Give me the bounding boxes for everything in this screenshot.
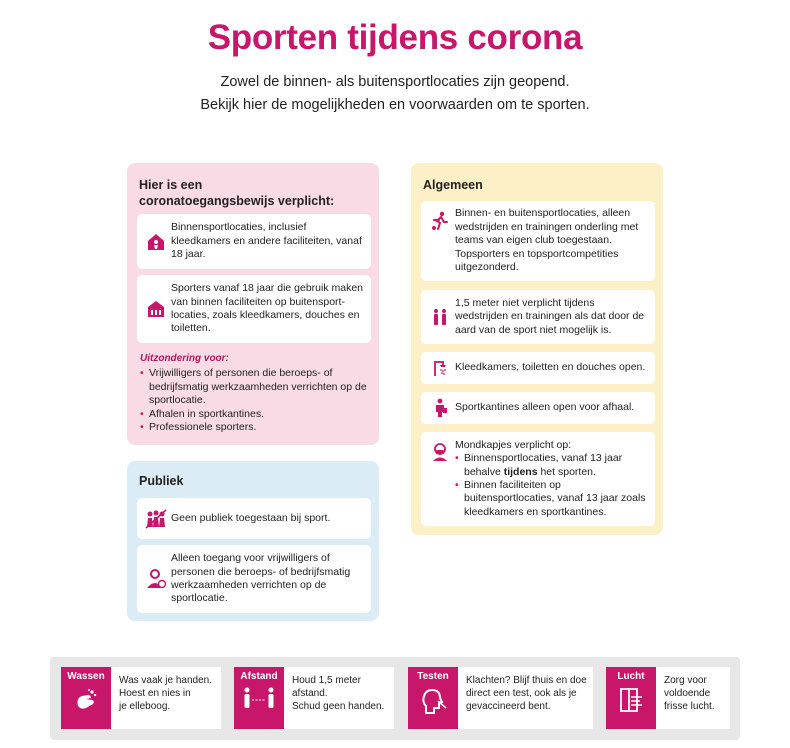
mask-emphasis: tijdens	[503, 465, 538, 478]
page-title: Sporten tijdens corona	[207, 18, 583, 57]
subtitle-line-1: Zowel de binnen- als buitensportlocaties zijn geopend.	[220, 74, 570, 90]
algemeen-card-matches	[421, 201, 655, 281]
mask-item-facilities: • Binnen faciliteiten op buitensportlocaties, vanaf 13 jaar zoals kleedkamers en sportkantines.	[455, 479, 649, 519]
publiek-card-volunteers-text: Alleen toegang voor vrijwilligers of personen die beroeps- of bedrijfsmatig werkzaamheden verrichten op de sportlocatie.	[171, 552, 351, 605]
algemeen-card-distance-text: 1,5 meter niet verplicht tijdens wedstrijden en trainingen als dat door de aard van de sport niet mogelijk is.	[455, 296, 645, 336]
algemeen-card-showers-text: Kleedkamers, toiletten en douches open.	[455, 361, 646, 374]
test-swab-icon	[418, 686, 448, 721]
algemeen-card-matches-text: Binnen- en buitensportlocaties, alleen wedstrijden en trainingen onderling met teams van eigen club toegestaan. Topsporters en topsportcompetities uitgezonderd.	[455, 207, 639, 274]
ctb-card-facilities-text: Sporters vanaf 18 jaar die gebruik maken van binnen faciliteiten op buitensport-locaties, zoals kleedkamers, douches en toiletten.	[171, 282, 364, 335]
shower-icon	[425, 359, 455, 377]
subtitle-line-2: Bekijk hier de mogelijkheden en voorwaarden om te sporten.	[200, 97, 590, 113]
tip-lucht-badge	[606, 667, 656, 729]
publiek-card-no-audience-text: Geen publiek toegestaan bij sport.	[171, 511, 331, 524]
tip-wassen	[61, 667, 221, 729]
tip-wassen-label: Wassen	[67, 671, 105, 682]
ctb-exceptions	[140, 352, 372, 434]
algemeen-card-masks	[421, 432, 655, 526]
ctb-panel-title: Hier is een coronatoegangsbewijs verplicht:	[139, 178, 335, 208]
tip-lucht	[606, 667, 730, 729]
runner-icon	[425, 211, 455, 231]
page-subtitle	[0, 71, 790, 117]
tip-afstand	[234, 667, 394, 729]
window-air-icon	[617, 686, 645, 719]
mask-item-indoor: • Binnensportlocaties, vanaf 13 jaar behalve tijdens het sporten.	[455, 452, 649, 479]
exception-item: • Professionele sporters.	[140, 421, 372, 434]
tip-lucht-label: Lucht	[617, 671, 645, 682]
exception-item: • Vrijwilligers of personen die beroeps- of bedrijfsmatig werkzaamheden verrichten op de sportlocatie.	[140, 367, 372, 407]
publiek-card-volunteers	[137, 545, 371, 613]
no-audience-icon	[141, 509, 171, 529]
tip-afstand-text: Houd 1,5 meter afstand. Schud geen handen.	[292, 675, 385, 712]
algemeen-card-masks-text	[455, 439, 655, 519]
algemeen-card-showers	[421, 352, 655, 384]
algemeen-panel-title: Algemeen	[423, 178, 483, 192]
exception-item: • Afhalen in sportkantines.	[140, 408, 372, 421]
tip-testen-badge	[408, 667, 458, 729]
face-mask-icon	[425, 442, 455, 462]
volunteer-icon	[141, 568, 171, 590]
tip-wassen-badge	[61, 667, 111, 729]
publiek-panel-title: Publiek	[139, 474, 184, 488]
tip-wassen-text: Was vaak je handen. Hoest en nies in je elleboog.	[119, 675, 213, 712]
tip-testen	[408, 667, 593, 729]
mask-intro: Mondkapjes verplicht op:	[455, 438, 572, 451]
algemeen-card-canteen	[421, 392, 655, 424]
distance-icon	[242, 686, 276, 721]
ctb-card-indoor-text: Binnensportlocaties, inclusief kleedkamers en andere faciliteiten, vanaf 18 jaar.	[171, 221, 362, 261]
tip-testen-text: Klachten? Blijf thuis en doe direct een test, ook als je gevaccineerd bent.	[466, 675, 587, 712]
tip-afstand-label: Afstand	[240, 671, 278, 682]
distance-people-icon	[425, 308, 455, 326]
tip-lucht-text: Zorg voor voldoende frisse lucht.	[664, 675, 715, 712]
takeaway-person-icon	[425, 398, 455, 418]
tip-afstand-badge	[234, 667, 284, 729]
indoor-building-icon	[141, 232, 171, 252]
hand-wash-icon	[72, 686, 100, 719]
facility-building-icon	[141, 299, 171, 319]
ctb-card-indoor	[137, 214, 371, 269]
exceptions-title: Uitzondering voor:	[140, 353, 229, 364]
tip-testen-label: Testen	[417, 671, 449, 682]
algemeen-card-distance	[421, 290, 655, 344]
algemeen-card-canteen-text: Sportkantines alleen open voor afhaal.	[455, 401, 635, 414]
ctb-card-facilities	[137, 275, 371, 343]
publiek-card-no-audience	[137, 498, 371, 539]
